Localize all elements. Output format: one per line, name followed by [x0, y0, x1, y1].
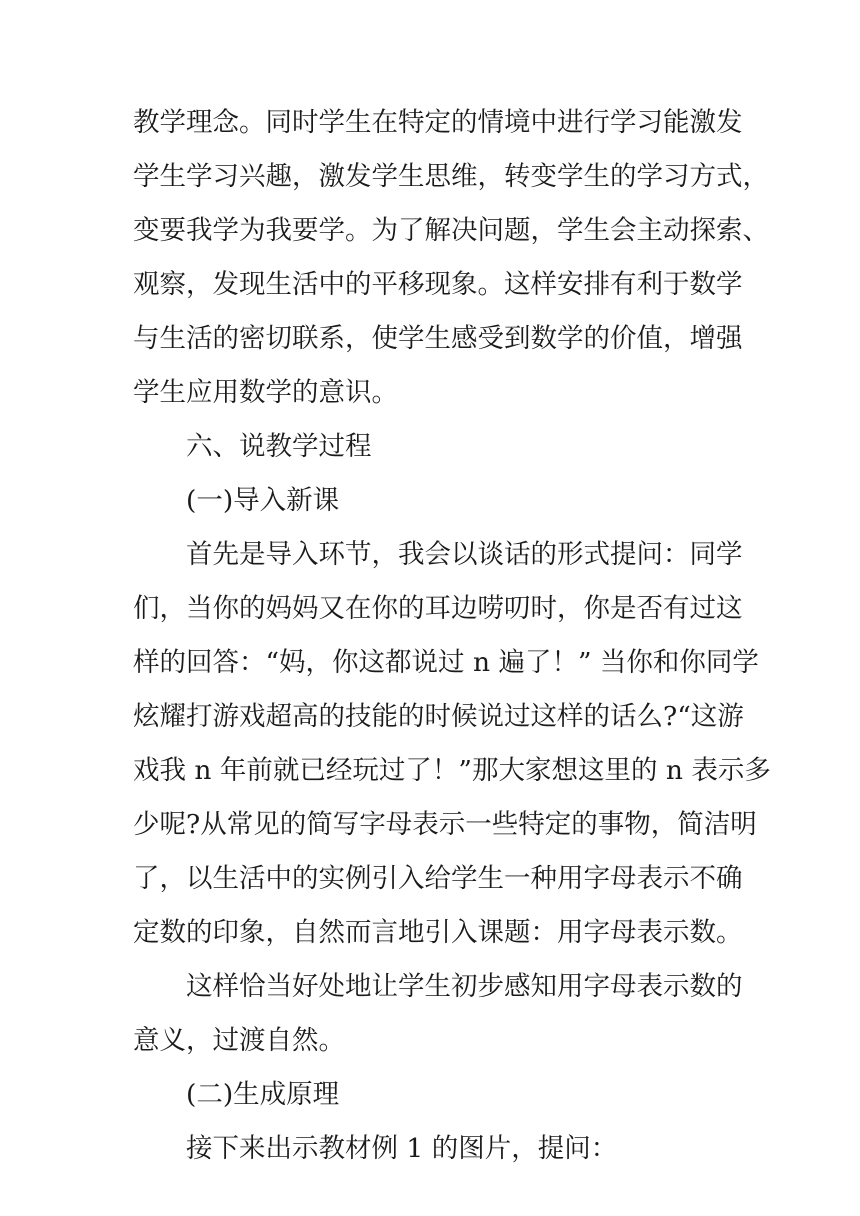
text-line: 首先是导入环节，我会以谈话的形式提问：同学: [186, 539, 743, 570]
text-line: 变要我学为我要学。为了解决问题，学生会主动探索、: [133, 215, 769, 246]
text-line: 接下来出示教材例 1 的图片，提问：: [186, 1133, 618, 1164]
text-line: 们，当你的妈妈又在你的耳边唠叨时，你是否有过这: [133, 593, 743, 624]
text-line: 定数的印象，自然而言地引入课题：用字母表示数。: [133, 917, 743, 948]
text-line: 教学理念。同时学生在特定的情境中进行学习能激发: [133, 107, 743, 138]
text-line: 样的回答：“妈，你这都说过 n 遍了！” 当你和你同学: [133, 647, 759, 678]
section-heading: 六、说教学过程: [186, 431, 372, 462]
text-line: 炫耀打游戏超高的技能的时候说过这样的话么?“这游: [133, 701, 744, 732]
text-line: 少呢?从常见的简写字母表示一些特定的事物，简洁明: [133, 809, 757, 840]
text-line: 这样恰当好处地让学生初步感知用字母表示数的: [186, 971, 743, 1002]
text-line: 了，以生活中的实例引入给学生一种用字母表示不确: [133, 863, 743, 894]
text-line: 戏我 n 年前就已经玩过了！”那大家想这里的 n 表示多: [133, 755, 771, 786]
subsection-heading: (一)导入新课: [186, 485, 340, 516]
subsection-heading: (二)生成原理: [186, 1079, 340, 1110]
text-line: 意义，过渡自然。: [133, 1025, 345, 1056]
text-line: 观察，发现生活中的平移现象。这样安排有利于数学: [133, 269, 743, 300]
body-text: [133, 96, 771, 1176]
text-line: 学生学习兴趣，激发学生思维，转变学生的学习方式，: [133, 161, 769, 192]
text-line: 与生活的密切联系，使学生感受到数学的价值，增强: [133, 323, 743, 354]
text-line: 学生应用数学的意识。: [133, 377, 398, 408]
